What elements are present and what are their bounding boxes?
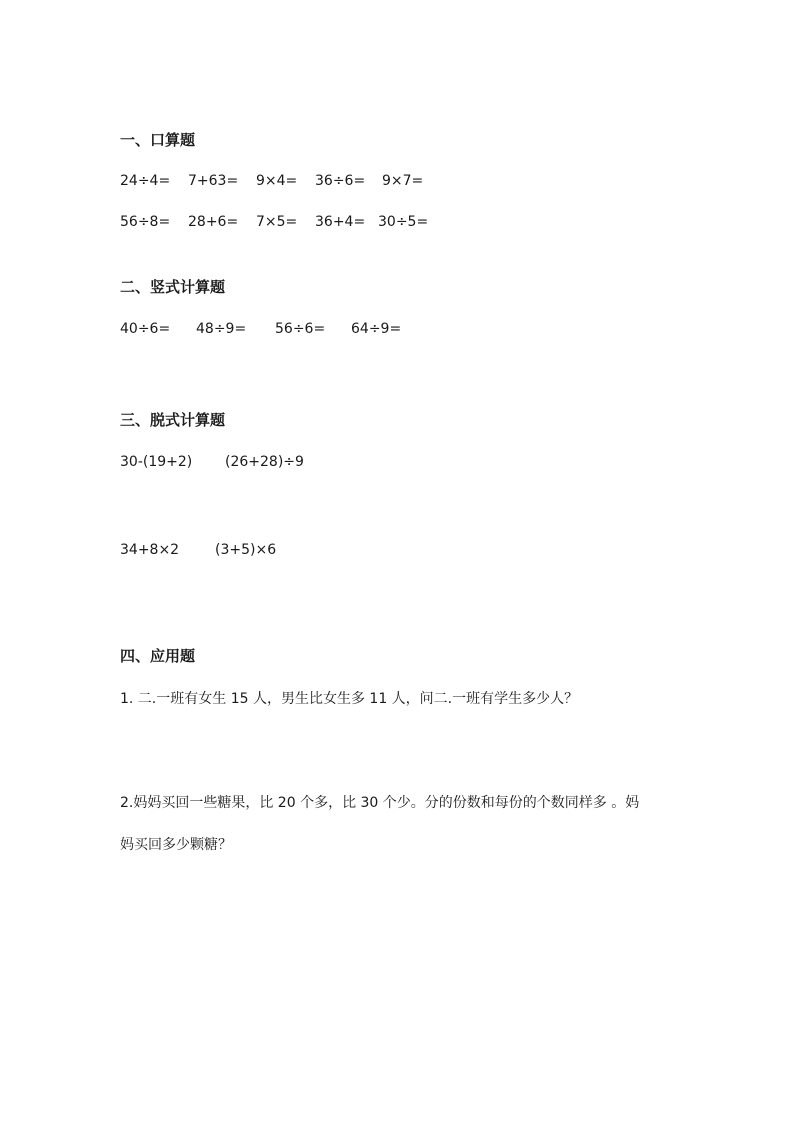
problem: 36+4= [315,214,366,230]
section-4-title: 四、应用题 [120,647,196,665]
problem: 7×5= [256,214,298,230]
problem: 30-(19+2) [120,454,193,470]
problem: (26+28)÷9 [225,454,304,470]
problem: 40÷6= [120,321,171,337]
problem: 9×7= [382,173,424,189]
problem: 64÷9= [351,321,402,337]
section-2-title: 二、竖式计算题 [120,278,226,296]
problem: 36÷6= [315,173,366,189]
problem: 24÷4= [120,173,171,189]
problem: 34+8×2 [120,542,180,558]
problem: 56÷6= [275,321,326,337]
problem: 7+63= [188,173,239,189]
word-problem-2-line-2: 妈买回多少颗糖？ [120,837,232,853]
problem: 56÷8= [120,214,171,230]
word-problem-1: 1. 二.一班有女生 15 人，男生比女生多 11 人，问二.一班有学生多少人？ [120,691,579,707]
problem: 48÷9= [196,321,247,337]
problem: 28+6= [188,214,239,230]
problem: (3+5)×6 [215,542,277,558]
section-3-title: 三、脱式计算题 [120,411,226,429]
problem: 9×4= [256,173,298,189]
section-1-title: 一、口算题 [120,131,196,149]
problem: 30÷5= [378,214,429,230]
word-problem-2-line-1: 2.妈妈买回一些糖果，比 20 个多，比 30 个少。分的份数和每份的个数同样多 。妈 [120,795,640,811]
